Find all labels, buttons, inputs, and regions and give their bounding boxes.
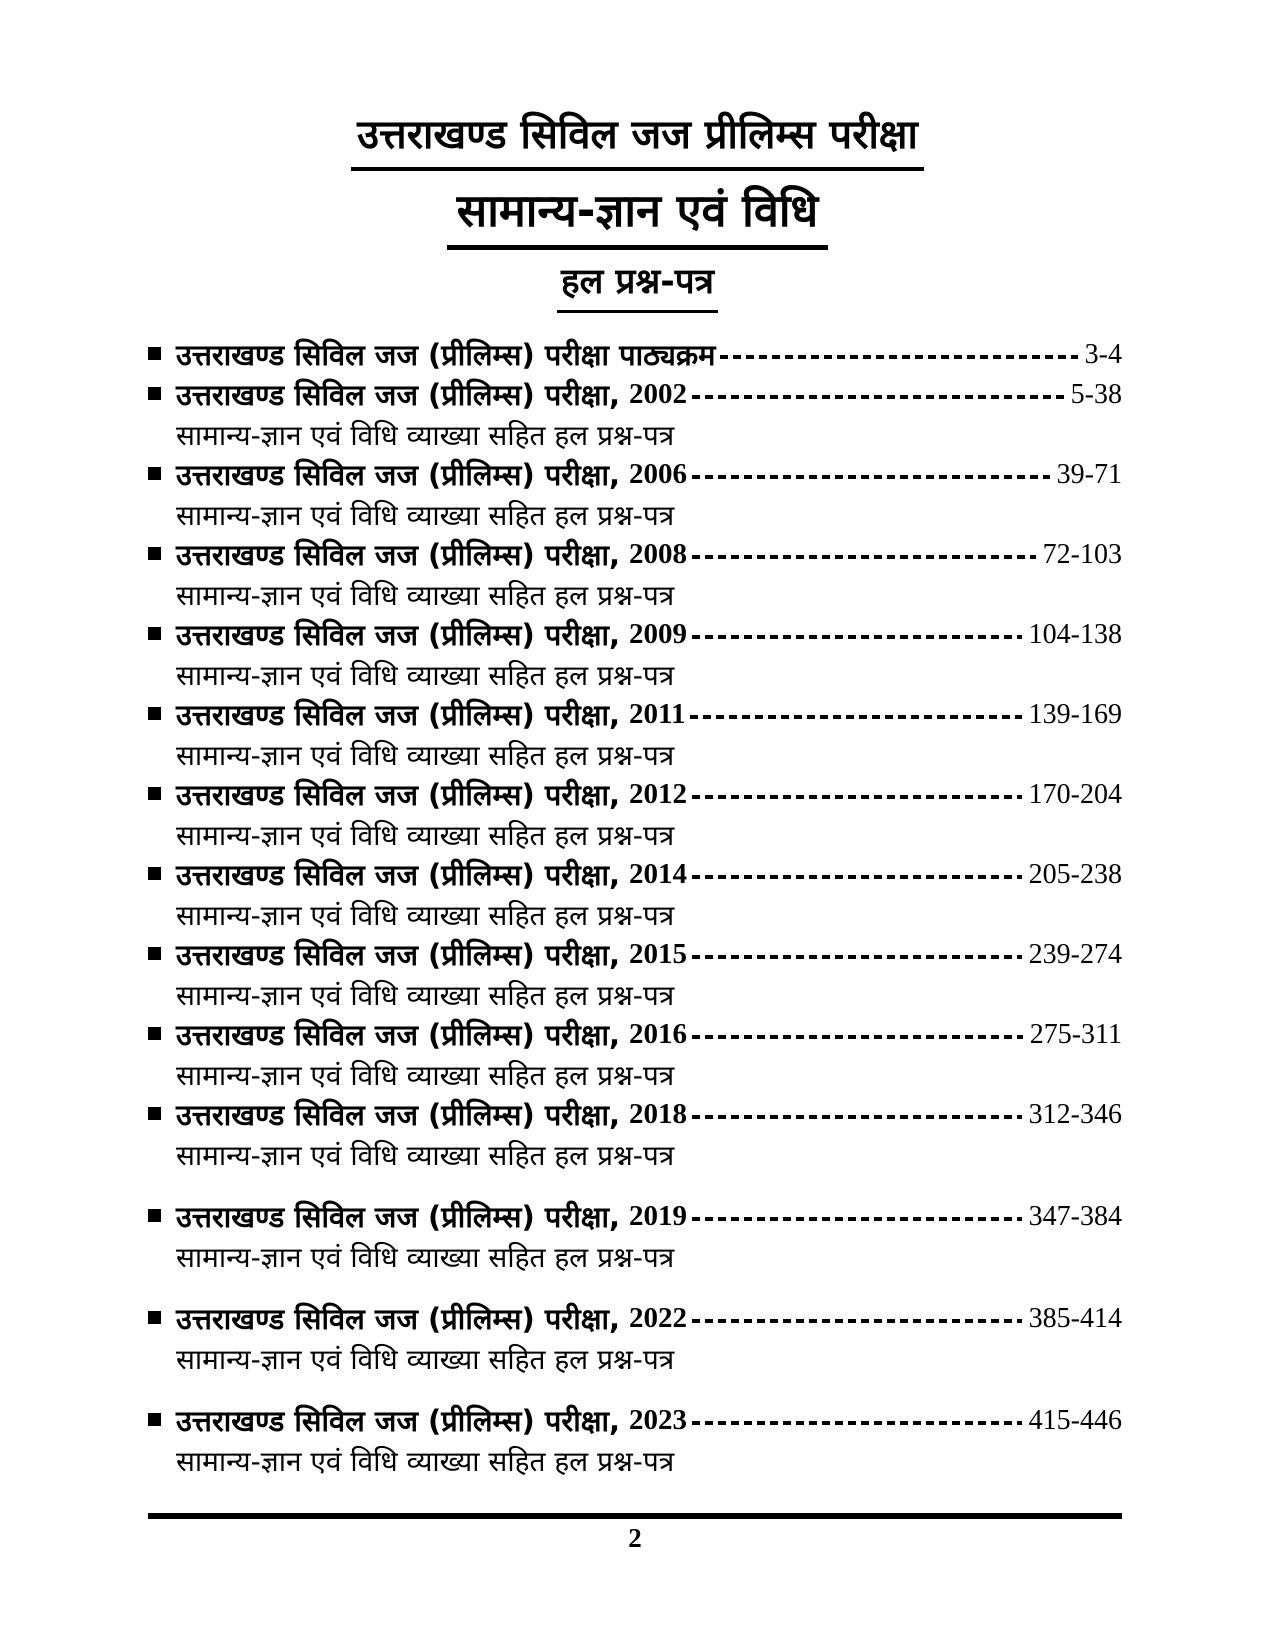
toc-entry-pages: 385-414 — [1028, 1302, 1122, 1334]
toc-entry-title: उत्तराखण्ड सिविल जज (प्रीलिम्स) परीक्षा, — [176, 698, 621, 733]
toc-entry-year: 2015 — [629, 938, 688, 971]
toc-entry-year: 2023 — [629, 1404, 688, 1437]
toc-entry-pages: 415-446 — [1028, 1404, 1122, 1436]
toc-entry-row — [148, 615, 1122, 655]
title-line-subject — [0, 184, 1275, 250]
toc-entry-pages: 139-169 — [1028, 698, 1122, 730]
toc-entry — [148, 1015, 1122, 1095]
toc-entry-pages: 170-204 — [1028, 778, 1122, 810]
toc-entry-row — [148, 1401, 1122, 1441]
toc-entry — [148, 615, 1122, 695]
title-line-exam — [0, 112, 1275, 171]
square-bullet-icon — [148, 707, 161, 720]
square-bullet-icon — [148, 1413, 161, 1426]
dash-leader — [692, 555, 1036, 559]
toc-entry-row — [148, 1095, 1122, 1135]
dash-leader — [692, 1035, 1023, 1039]
toc-entry-year: 2002 — [629, 378, 688, 411]
toc-entry-year: 2014 — [629, 858, 688, 891]
square-bullet-icon — [148, 467, 161, 480]
dash-leader — [692, 955, 1022, 959]
square-bullet-icon — [148, 787, 161, 800]
dash-leader — [692, 1319, 1022, 1323]
toc-entry — [148, 1299, 1122, 1379]
toc-entry-year: 2022 — [629, 1302, 688, 1335]
dash-leader — [692, 1115, 1022, 1119]
toc-entry-year: 2018 — [629, 1098, 688, 1131]
toc-entry-title: उत्तराखण्ड सिविल जज (प्रीलिम्स) परीक्षा, — [176, 938, 621, 973]
toc-entry — [148, 535, 1122, 615]
toc-entry-year: 2008 — [629, 538, 688, 571]
toc-entry-year: 2016 — [629, 1018, 688, 1051]
toc-entry-title: उत्तराखण्ड सिविल जज (प्रीलिम्स) परीक्षा, — [176, 618, 621, 653]
toc-entry-pages: 239-274 — [1028, 938, 1122, 970]
toc-entry-title: उत्तराखण्ड सिविल जज (प्रीलिम्स) परीक्षा, — [176, 1302, 621, 1337]
toc-entry-subtitle: सामान्य-ज्ञान एवं विधि व्याख्या सहित हल प्रश्न-पत्र — [176, 1342, 675, 1376]
dash-leader — [692, 1421, 1022, 1425]
toc-entry-pages: 312-346 — [1028, 1098, 1122, 1130]
toc-entry-subtitle: सामान्य-ज्ञान एवं विधि व्याख्या सहित हल प्रश्न-पत्र — [176, 658, 675, 692]
toc-entry-subtitle: सामान्य-ज्ञान एवं विधि व्याख्या सहित हल प्रश्न-पत्र — [176, 578, 675, 612]
square-bullet-icon — [148, 347, 161, 360]
toc-entry — [148, 375, 1122, 455]
dash-leader — [692, 635, 1022, 639]
toc-entry-pages: 347-384 — [1028, 1200, 1122, 1232]
square-bullet-icon — [148, 1209, 161, 1222]
toc-entry-title: उत्तराखण्ड सिविल जज (प्रीलिम्स) परीक्षा, — [176, 378, 621, 413]
toc-entry — [148, 1095, 1122, 1175]
toc-entry-row — [148, 1197, 1122, 1237]
dash-leader — [692, 475, 1050, 479]
toc-entry-subtitle: सामान्य-ज्ञान एवं विधि व्याख्या सहित हल प्रश्न-पत्र — [176, 1058, 675, 1092]
toc-entry-row — [148, 375, 1122, 415]
dash-leader — [690, 715, 1021, 719]
toc-entry-row — [148, 775, 1122, 815]
square-bullet-icon — [148, 1027, 161, 1040]
toc-entry — [148, 1401, 1122, 1481]
dash-leader — [692, 875, 1022, 879]
toc-entry-pages: 205-238 — [1028, 858, 1122, 890]
square-bullet-icon — [148, 627, 161, 640]
dash-leader — [720, 355, 1077, 359]
exam-title: उत्तराखण्ड सिविल जज प्रीलिम्स परीक्षा — [351, 112, 924, 171]
toc-entry-year: 2011 — [629, 698, 686, 731]
solved-papers-title: हल प्रश्न-पत्र — [557, 262, 718, 312]
dash-leader — [692, 1217, 1022, 1221]
toc-entry-title: उत्तराखण्ड सिविल जज (प्रीलिम्स) परीक्षा, — [176, 858, 621, 893]
toc-entry-pages: 104-138 — [1028, 618, 1122, 650]
toc-entry — [148, 335, 1122, 375]
toc-entry-pages: 5-38 — [1070, 378, 1122, 410]
toc-entry-subtitle: सामान्य-ज्ञान एवं विधि व्याख्या सहित हल प्रश्न-पत्र — [176, 738, 675, 772]
toc-entry-title: उत्तराखण्ड सिविल जज (प्रीलिम्स) परीक्षा, — [176, 538, 621, 573]
toc-entry-subtitle: सामान्य-ज्ञान एवं विधि व्याख्या सहित हल प्रश्न-पत्र — [176, 1444, 675, 1478]
toc-entry-pages: 275-311 — [1029, 1018, 1122, 1050]
toc-entry-row — [148, 855, 1122, 895]
toc-entry — [148, 1197, 1122, 1277]
toc-entry-title: उत्तराखण्ड सिविल जज (प्रीलिम्स) परीक्षा, — [176, 1404, 621, 1439]
table-of-contents — [148, 335, 1122, 1481]
toc-entry — [148, 455, 1122, 535]
toc-entry-subtitle: सामान्य-ज्ञान एवं विधि व्याख्या सहित हल प्रश्न-पत्र — [176, 978, 675, 1012]
toc-entry-title: उत्तराखण्ड सिविल जज (प्रीलिम्स) परीक्षा, — [176, 1018, 621, 1053]
toc-entry-row — [148, 335, 1122, 375]
subject-title: सामान्य-ज्ञान एवं विधि — [447, 184, 828, 250]
toc-entry — [148, 695, 1122, 775]
toc-entry-subtitle: सामान्य-ज्ञान एवं विधि व्याख्या सहित हल प्रश्न-पत्र — [176, 818, 675, 852]
square-bullet-icon — [148, 947, 161, 960]
square-bullet-icon — [148, 547, 161, 560]
toc-entry-title: उत्तराखण्ड सिविल जज (प्रीलिम्स) परीक्षा, — [176, 778, 621, 813]
toc-entry-subtitle: सामान्य-ज्ञान एवं विधि व्याख्या सहित हल प्रश्न-पत्र — [176, 418, 675, 452]
dash-leader — [692, 795, 1022, 799]
square-bullet-icon — [148, 387, 161, 400]
toc-entry-row — [148, 455, 1122, 495]
square-bullet-icon — [148, 867, 161, 880]
toc-entry — [148, 935, 1122, 1015]
toc-entry-pages: 3-4 — [1084, 338, 1122, 370]
toc-entry-row — [148, 535, 1122, 575]
dash-leader — [692, 395, 1064, 399]
toc-entry-year: 2009 — [629, 618, 688, 651]
toc-entry-pages: 39-71 — [1056, 458, 1122, 490]
toc-entry-subtitle: सामान्य-ज्ञान एवं विधि व्याख्या सहित हल प्रश्न-पत्र — [176, 898, 675, 932]
toc-entry-subtitle: सामान्य-ज्ञान एवं विधि व्याख्या सहित हल प्रश्न-पत्र — [176, 1240, 675, 1274]
page-number: 2 — [628, 1523, 642, 1553]
toc-entry-row — [148, 1015, 1122, 1055]
toc-entry-year: 2012 — [629, 778, 688, 811]
toc-entry-subtitle: सामान्य-ज्ञान एवं विधि व्याख्या सहित हल प्रश्न-पत्र — [176, 1138, 675, 1172]
toc-entry-title: उत्तराखण्ड सिविल जज (प्रीलिम्स) परीक्षा पाठ्यक्रम — [176, 338, 716, 373]
toc-entry-title: उत्तराखण्ड सिविल जज (प्रीलिम्स) परीक्षा, — [176, 1200, 621, 1235]
toc-entry — [148, 775, 1122, 855]
toc-entry-year: 2006 — [629, 458, 688, 491]
toc-entry-title: उत्तराखण्ड सिविल जज (प्रीलिम्स) परीक्षा, — [176, 458, 621, 493]
footer-rule — [148, 1513, 1122, 1519]
toc-entry-row — [148, 935, 1122, 975]
title-line-solved-papers — [0, 262, 1275, 312]
toc-entry-year: 2019 — [629, 1200, 688, 1233]
toc-entry-row — [148, 1299, 1122, 1339]
toc-entry-pages: 72-103 — [1042, 538, 1122, 570]
toc-entry-row — [148, 695, 1122, 735]
square-bullet-icon — [148, 1311, 161, 1324]
square-bullet-icon — [148, 1107, 161, 1120]
toc-entry-title: उत्तराखण्ड सिविल जज (प्रीलिम्स) परीक्षा, — [176, 1098, 621, 1133]
page-header — [0, 0, 1275, 313]
toc-entry — [148, 855, 1122, 935]
toc-entry-subtitle: सामान्य-ज्ञान एवं विधि व्याख्या सहित हल प्रश्न-पत्र — [176, 498, 675, 532]
